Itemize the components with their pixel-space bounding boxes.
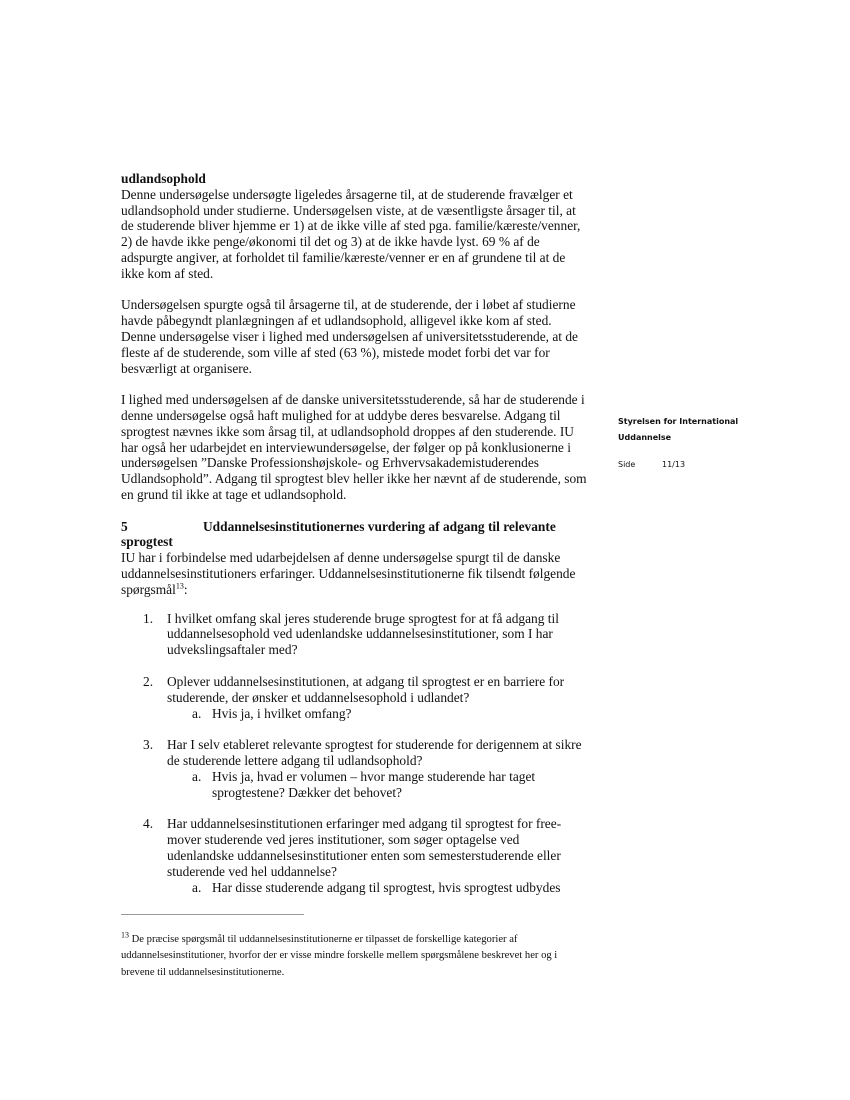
sidebar <box>618 414 778 473</box>
footnote-number: 13 <box>121 930 129 940</box>
sub-item-text: Hvis ja, i hvilket omfang? <box>212 705 352 721</box>
sub-item-text: Hvis ja, hvad er volumen – hvor mange studerende har taget sprogtestene? Dækker det behovet? <box>212 768 536 800</box>
list-item-number: 3. <box>143 737 154 753</box>
section-heading <box>121 519 589 551</box>
paragraph-1: Denne undersøgelse undersøgte ligeledes årsagerne til, at de studerende fravælger et udlandsophold under studierne. Undersøgelsen viste, at de væsentligste årsager til, at de studerende bliver hjemme er 1) at de ikke ville af sted pga. familie/kæreste/venner, 2) de havde ikke penge/økonomi til det og 3) at de ikke havde lyst. 69 % af de adspurgte angiver, at forholdet til familie/kæreste/venner er en af grundene til at de ikke kom af sted. <box>121 186 581 281</box>
list-item-number: 1. <box>143 610 154 626</box>
page-number: 11/13 <box>662 460 686 469</box>
sub-item <box>167 769 589 801</box>
sub-item <box>167 880 589 896</box>
section-title-continued: sprogtest <box>121 534 173 550</box>
list-item-text: Har uddannelsesinstitutionen erfaringer med adgang til sprogtest for free-mover studerende ved jeres institutioner, som søger optagelse ved udenlandske uddannelsesinstitutioner enten som semesterstuderende eller studerende ved hel uddannelse? <box>167 816 562 879</box>
list-item <box>121 611 589 658</box>
page-label: Side <box>618 460 636 469</box>
page-indicator <box>618 457 778 473</box>
list-item-text: I hvilket omfang skal jeres studerende bruge sprogtest for at få adgang til uddannelsesophold ved udenlandske uddannelsesinstitutioner, som I har udvekslingsaftaler med? <box>167 610 559 658</box>
list-item <box>121 737 589 800</box>
organization-name-line-2: Uddannelse <box>618 433 672 442</box>
footnote-text: De præcise spørgsmål til uddannelsesinstitutionerne er tilpasset de forskellige kategorier af uddannelsesinstitutioner, hvorfor der er visse mindre forskelle mellem spørgsmålene beskrevet her og i brevene til uddannelsesinstitutionerne. <box>121 933 558 978</box>
organization-name-line-1: Styrelsen for International <box>618 417 739 426</box>
section-title: Uddannelsesinstitutionernes vurdering af adgang til relevante <box>203 518 556 534</box>
list-item-text: Har I selv etableret relevante sprogtest for studerende for derigennem at sikre de studerende lettere adgang til udlandsophold? <box>167 737 582 769</box>
list-item-number: 4. <box>143 816 154 832</box>
section-number: 5 <box>121 518 128 534</box>
footnote <box>121 932 571 982</box>
footnote-reference: 13 <box>175 581 184 591</box>
footnote-divider <box>121 914 304 915</box>
section-intro <box>121 550 589 597</box>
question-list <box>121 611 589 896</box>
list-item-text: Oplever uddannelsesinstitutionen, at adgang til sprogtest er en barriere for studerende, der ønsker et uddannelsesophold i udlandet? <box>167 673 565 705</box>
list-item <box>121 816 589 895</box>
sub-item-letter: a. <box>192 879 202 895</box>
paragraph-2: Undersøgelsen spurgte også til årsagerne til, at de studerende, der i løbet af studierne havde påbegyndt planlægningen af et udlandsophold, alligevel ikke kom af sted. Denne undersøgelse viser i lighed med undersøgelsen af universitetsstuderende, at de fleste af de studerende, som ville af sted (63 %), mistede modet forbi det var for besværligt at organisere. <box>121 297 579 376</box>
list-item <box>121 674 589 721</box>
section-intro-text: IU har i forbindelse med udarbejdelsen af denne undersøgelse spurgt til de danske uddannelsesinstitutioners erfaringer. Uddannelsesinstitutionerne fik tilsendt følgende spørgsmål <box>121 550 576 597</box>
main-text <box>121 171 589 911</box>
sub-item-text: Har disse studerende adgang til sprogtest, hvis sprogtest udbydes <box>212 879 561 895</box>
sub-item-letter: a. <box>192 768 202 784</box>
paragraph-3: I lighed med undersøgelsen af de danske universitetsstuderende, så har de studerende i denne undersøgelse også haft mulighed for at uddybe deres besvarelse. Adgang til sprogtest nævnes ikke som årsag til, at udlandsophold droppes af den studerende. IU har også her udarbejdet en interviewundersøgelse, der følger op på konklusionerne i undersøgelsen ”Danske Professionshøjskole- og Erhvervsakademistuderendes Udlandsophold”. Adgang til sprogtest blev heller ikke her nævnt af de studerende, som en grund til ikke at tage et udlandsophold. <box>121 392 587 502</box>
sub-item <box>167 706 589 722</box>
section-intro-end: : <box>183 581 188 597</box>
sub-item-letter: a. <box>192 705 202 721</box>
subheading: udlandsophold <box>121 171 206 186</box>
list-item-number: 2. <box>143 673 154 689</box>
